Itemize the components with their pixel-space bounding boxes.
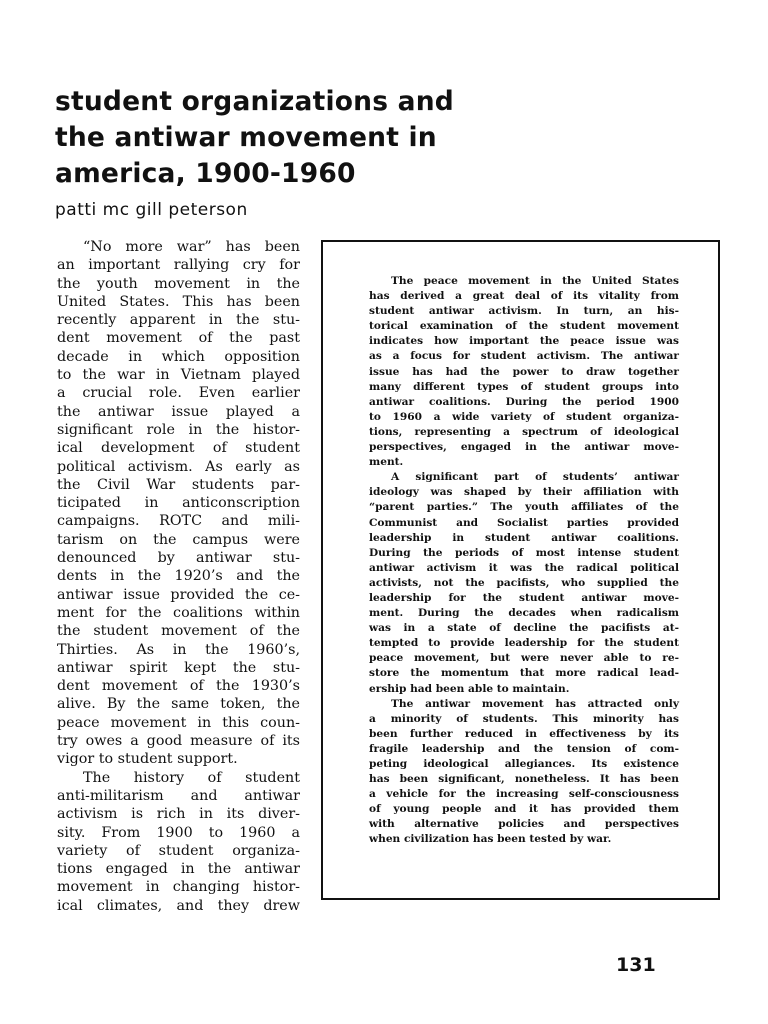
body-line: dent movement of the 1930’s <box>57 678 300 695</box>
abstract-line: with alternative policies and perspectives <box>369 818 679 831</box>
body-text-column <box>57 238 300 915</box>
abstract-line: ment. <box>369 456 404 469</box>
abstract-line: The peace movement in the United States <box>391 275 679 287</box>
body-line: The history of student <box>83 769 300 786</box>
abstract-line: leadership for the student antiwar move- <box>369 591 679 604</box>
body-line: anti-militarism and antiwar <box>57 787 300 804</box>
abstract-line: antiwar coalitions. During the period 1900 <box>369 395 679 408</box>
abstract-line: The antiwar movement has attracted only <box>391 697 679 710</box>
author-byline: patti mc gill peterson <box>55 200 248 220</box>
body-line: the Civil War students par- <box>57 476 300 493</box>
title-line: the antiwar movement in <box>55 122 437 153</box>
body-line: significant role in the histor- <box>57 421 300 438</box>
body-paragraph-1 <box>57 238 300 769</box>
abstract-line: antiwar activism it was the radical political <box>369 561 679 574</box>
abstract-line: was in a state of decline the pacifists at- <box>369 622 679 635</box>
abstract-line: perspectives, engaged in the antiwar move- <box>369 441 679 454</box>
body-line: United States. This has been <box>57 293 300 310</box>
abstract-text <box>369 274 679 848</box>
body-line: the antiwar issue played a <box>57 403 300 420</box>
body-line: sity. From 1900 to 1960 a <box>57 824 300 841</box>
body-line: Thirties. As in the 1960’s, <box>57 641 300 658</box>
abstract-line: A significant part of students’ antiwar <box>391 471 679 484</box>
body-line: ticipated in anticonscription <box>57 495 300 512</box>
article-title <box>55 84 615 192</box>
abstract-line: leadership in student antiwar coalitions. <box>369 531 679 544</box>
body-line: campaigns. ROTC and mili- <box>57 513 300 530</box>
abstract-line: indicates how important the peace issue was <box>369 335 679 348</box>
abstract-line: many different types of student groups into <box>369 380 679 393</box>
body-line: try owes a good measure of its <box>57 733 300 750</box>
body-line: ical climates, and they drew <box>57 897 300 914</box>
page-number: 131 <box>616 954 656 976</box>
abstract-line: been further reduced in effectiveness by its <box>369 727 679 740</box>
abstract-line: has derived a great deal of its vitality from <box>369 290 679 303</box>
abstract-line: ideology was shaped by their affiliation with <box>369 486 679 499</box>
abstract-line: a vehicle for the increasing self-consciousness <box>369 788 679 801</box>
body-line: activism is rich in its diver- <box>57 806 300 823</box>
body-line: ical development of student <box>57 440 300 457</box>
body-line: antiwar spirit kept the stu- <box>57 659 300 676</box>
body-paragraph-2 <box>57 769 300 915</box>
abstract-box <box>321 240 720 900</box>
abstract-line: of young people and it has provided them <box>369 803 679 816</box>
body-line: an important rallying cry for <box>57 257 300 274</box>
abstract-line: “parent parties.” The youth affiliates of the <box>369 501 679 514</box>
title-line: student organizations and <box>55 86 454 117</box>
body-line: decade in which opposition <box>57 348 300 365</box>
abstract-line: when civilization has been tested by war. <box>369 833 612 846</box>
abstract-line: peting ideological allegiances. Its existence <box>369 758 679 770</box>
body-line: alive. By the same token, the <box>57 696 300 713</box>
body-line: ment for the coalitions within <box>57 604 300 621</box>
body-line: movement in changing histor- <box>57 879 300 896</box>
title-line: america, 1900-1960 <box>55 158 356 189</box>
body-line: dents in the 1920’s and the <box>57 568 300 585</box>
abstract-line: ment. During the decades when radicalism <box>369 607 679 620</box>
body-line: variety of student organiza- <box>57 842 300 859</box>
body-line: denounced by antiwar stu- <box>57 550 300 567</box>
body-line: antiwar issue provided the ce- <box>57 586 300 603</box>
abstract-line: tions, representing a spectrum of ideological <box>369 425 679 438</box>
abstract-paragraph-2 <box>369 470 679 696</box>
abstract-line: torical examination of the student movement <box>369 320 679 333</box>
abstract-line: a minority of students. This minority has <box>369 712 679 725</box>
abstract-line: ership had been able to maintain. <box>369 682 570 695</box>
body-line: a crucial role. Even earlier <box>57 385 300 402</box>
abstract-line: peace movement, but were never able to re- <box>369 652 679 665</box>
body-line: tarism on the campus were <box>57 531 300 548</box>
abstract-line: store the momentum that more radical lead- <box>369 667 679 680</box>
abstract-line: activists, not the pacifists, who supplied the <box>369 576 679 589</box>
abstract-line: has been significant, nonetheless. It has been <box>369 773 679 786</box>
body-line: the youth movement in the <box>57 275 300 292</box>
abstract-line: student antiwar activism. In turn, an his- <box>369 305 679 318</box>
body-line: political activism. As early as <box>57 458 300 475</box>
abstract-line: fragile leadership and the tension of com- <box>369 742 679 755</box>
abstract-line: issue has had the power to draw together <box>369 365 679 378</box>
body-line: to the war in Vietnam played <box>57 367 300 384</box>
body-line: the student movement of the <box>57 623 300 640</box>
body-line: dent movement of the past <box>57 330 300 347</box>
abstract-paragraph-3 <box>369 697 679 848</box>
abstract-line: as a focus for student activism. The antiwar <box>369 350 679 363</box>
abstract-line: During the periods of most intense student <box>369 546 679 559</box>
abstract-line: Communist and Socialist parties provided <box>369 516 679 529</box>
abstract-paragraph-1 <box>369 274 679 470</box>
body-line: peace movement in this coun- <box>57 714 300 731</box>
body-line: tions engaged in the antiwar <box>57 861 300 878</box>
abstract-line: tempted to provide leadership for the student <box>369 637 679 650</box>
body-line: “No more war” has been <box>83 239 300 255</box>
body-line: recently apparent in the stu- <box>57 312 300 329</box>
abstract-line: to 1960 a wide variety of student organiza- <box>369 410 679 423</box>
body-line: vigor to student support. <box>57 751 238 768</box>
